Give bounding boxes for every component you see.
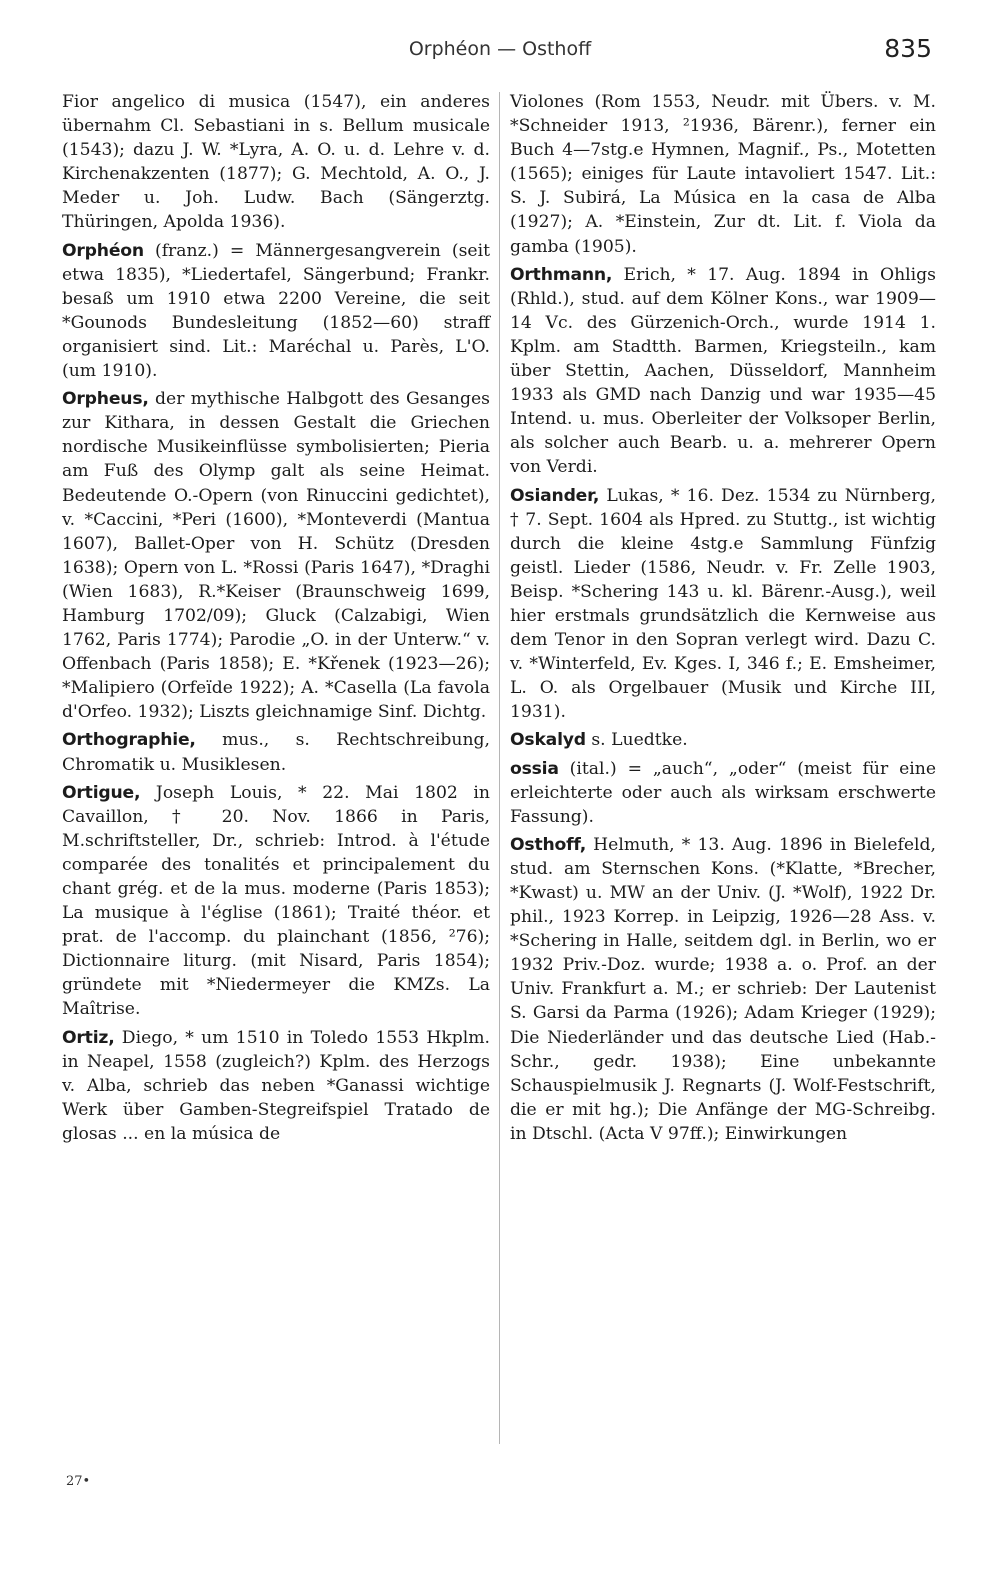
entry-orthographie xyxy=(62,728,490,776)
entry-text: Diego, * um 1510 in Toledo 1553 Hkplm. in Neapel, 1558 (zugleich?) Kplm. des Herzogs v. Alba, schrieb das neben *Ganassi wichtige Werk über Gamben-Stegreifspiel Tratado de glosas ... en la música de xyxy=(62,1027,490,1144)
entry-osthoff xyxy=(510,833,936,1146)
entry-orpheus xyxy=(62,387,490,724)
entry-orpheon xyxy=(62,239,490,384)
entry-text: (ital.) = „auch“, „oder“ (meist für eine erleichterte oder auch als wirksam erschwerte Fassung). xyxy=(510,758,936,827)
entry-text: Helmuth, * 13. Aug. 1896 in Bielefeld, stud. am Sternschen Kons. (*Klatte, *Brecher, *Kwast) u. MW an der Univ. (J. *Wolf), 1922 Dr. phil., 1923 Korrep. in Leipzig, 1926—28 Ass. v. *Schering in Halle, seitdem dgl. in Berlin, wo er 1932 Priv.-Doz. wurde; 1938 a. o. Prof. an der Univ. Frankfurt a. M.; er schrieb: Der Lautenist S. Garsi da Parma (1926); Adam Krieger (1929); Die Niederländer und das deutsche Lied (Hab.-Schr., gedr. 1938); Eine unbekannte Schauspielmusik J. Regnarts (J. Wolf-Festschrift, die er mit hg.); Die Anfänge der MG-Schreibg. in Dtschl. (Acta V 97ff.); Einwirkungen xyxy=(510,834,936,1144)
entry-text: Erich, * 17. Aug. 1894 in Ohligs (Rhld.), stud. auf dem Kölner Kons., war 1909—14 Vc. des Gürzenich-Orch., wurde 1914 1. Kplm. am Stadtth. Barmen, Kriegsteiln., kam über Stettin, Aachen, Düsseldorf, Mannheim 1933 als GMD nach Danzig und war 1935—45 Intend. u. mus. Oberleiter der Volksoper Berlin, als solcher auch Bearb. u. a. mehrerer Opern von Verdi. xyxy=(510,264,936,478)
entry-continuation xyxy=(510,90,936,259)
entry-osiander xyxy=(510,484,936,725)
entry-headword: Oskalyd xyxy=(510,730,586,751)
entry-ossia xyxy=(510,757,936,829)
entry-text: mus., s. Rechtschreibung, Chromatik u. Musiklesen. xyxy=(62,730,490,775)
entry-ortiz xyxy=(62,1026,490,1146)
left-column xyxy=(62,90,490,1150)
right-column xyxy=(510,90,936,1150)
entry-orthmann xyxy=(510,263,936,480)
signature-mark: 27• xyxy=(66,1474,91,1489)
page-number: 835 xyxy=(884,34,932,63)
entry-headword: ossia xyxy=(510,758,559,779)
entry-headword: Orpheus, xyxy=(62,389,149,410)
column-divider xyxy=(499,92,500,1444)
entry-continuation xyxy=(62,90,490,235)
entry-text: s. Luedtke. xyxy=(585,730,688,751)
entry-headword: Osthoff, xyxy=(510,834,587,855)
entry-text: Joseph Louis, * 22. Mai 1802 in Cavaillon, † 20. Nov. 1866 in Paris, M.schriftsteller, Dr., schrieb: Introd. à l'étude comparée des tonalités et principalement du chant grég. et de la mus. moderne (Paris 1853); La musique à l'église (1861); Traité théor. et prat. de l'accomp. du plainchant (1856, ²76); Dictionnaire liturg. (mit Nisard, Paris 1854); gründete mit *Niedermeyer die KMZs. La Maîtrise. xyxy=(62,782,490,1020)
entry-text: der mythische Halbgott des Gesanges zur Kithara, in dessen Gestalt die Griechen nordische Musikeinflüsse symbolisierten; Pieria am Fuß des Olymp galt als seine Heimat. Bedeutende O.-Opern (von Rinuccini gedichtet), v. *Caccini, *Peri (1600), *Monteverdi (Mantua 1607), Ballet-Oper von H. Schütz (Dresden 1638); Opern von L. *Rossi (Paris 1647), *Draghi (Wien 1683), R.*Keiser (Braunschweig 1699, Hamburg 1702/09); Gluck (Calzabigi, Wien 1762, Paris 1774); Parodie „O. in der Unterw.“ v. Offenbach (Paris 1858); E. *Křenek (1923—26); *Malipiero (Orfeïde 1922); A. *Casella (La favola d'Orfeo. 1932); Liszts gleichnamige Sinf. Dichtg. xyxy=(62,389,490,723)
entry-headword: Orthographie, xyxy=(62,730,196,751)
entry-headword: Orphéon xyxy=(62,240,144,261)
entry-headword: Ortiz, xyxy=(62,1027,115,1048)
entry-ortigue xyxy=(62,781,490,1022)
entry-headword: Osiander, xyxy=(510,485,600,506)
entry-text: (franz.) = Männergesangverein (seit etwa 1835), *Liedertafel, Sängerbund; Frankr. besaß um 1910 etwa 2200 Vereine, die seit *Gounods Bundesleitung (1852—60) straff organisiert sind. Lit.: Maréchal u. Parès, L'O. (um 1910). xyxy=(62,240,490,382)
entry-text: Lukas, * 16. Dez. 1534 zu Nürnberg, † 7. Sept. 1604 als Hpred. zu Stuttg., ist wichtig durch die kleine 4stg.e Sammlung Fünfzig geistl. Lieder (1586, Neudr. v. Fr. Zelle 1903, Beisp. *Schering 143 u. kl. Bärenr.-Ausg.), weil hier erstmals grundsätzlich die Kernweise aus dem Tenor in den Sopran verlegt wird. Dazu C. v. *Winterfeld, Ev. Kges. I, 346 f.; E. Emsheimer, L. O. als Orgelbauer (Musik und Kirche III, 1931). xyxy=(510,485,936,723)
page-header xyxy=(0,34,1000,74)
entry-oskalyd xyxy=(510,728,936,752)
running-head: Orphéon — Osthoff xyxy=(408,38,592,60)
entry-headword: Ortigue, xyxy=(62,782,141,803)
entry-headword: Orthmann, xyxy=(510,264,613,285)
entry-text: Violones (Rom 1553, Neudr. mit Übers. v. M. *Schneider 1913, ²1936, Bärenr.), ferner ein Buch 4—7stg.e Hymnen, Magnif., Ps., Motetten (1565); einiges für Laute intavoliert 1547. Lit.: S. J. Subirá, La Música en la casa de Alba (1927); A. *Einstein, Zur dt. Lit. f. Viola da gamba (1905). xyxy=(510,92,936,257)
entry-text: Fior angelico di musica (1547), ein anderes übernahm Cl. Sebastiani in s. Bellum musicale (1543); dazu J. W. *Lyra, A. O. u. d. Lehre v. d. Kirchenakzenten (1877); G. Mechtold, A. O., J. Meder u. Joh. Ludw. Bach (Sängerztg. Thüringen, Apolda 1936). xyxy=(62,92,490,233)
